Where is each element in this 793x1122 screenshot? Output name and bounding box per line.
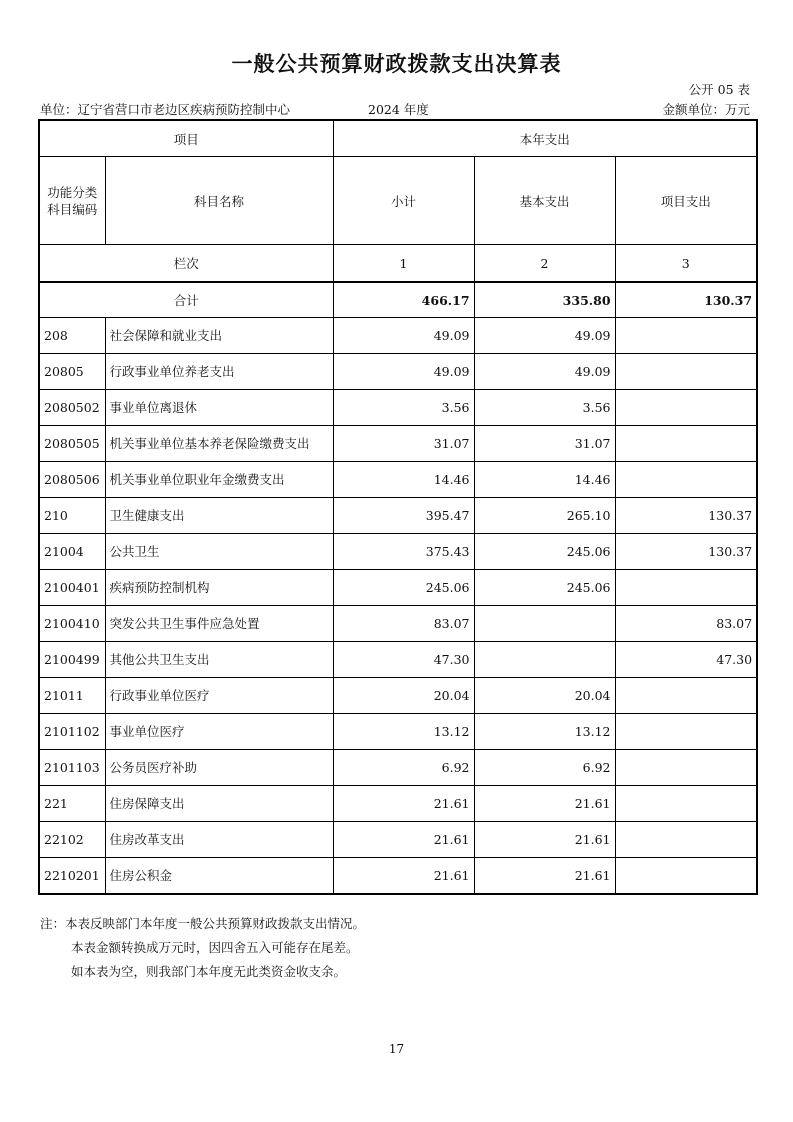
table-number: 公开 05 表 bbox=[688, 82, 750, 97]
row-name: 机关事业单位基本养老保险缴费支出 bbox=[105, 426, 333, 462]
row-code: 2080505 bbox=[39, 426, 105, 462]
note-line: 如本表为空，则我部门本年度无此类资金收支余。 bbox=[71, 964, 347, 979]
table-row bbox=[39, 570, 757, 606]
row-name: 疾病预防控制机构 bbox=[105, 570, 333, 606]
header-project: 项目支出 bbox=[615, 157, 757, 245]
row-project bbox=[615, 786, 757, 822]
row-subtotal: 21.61 bbox=[333, 858, 474, 895]
row-code: 221 bbox=[39, 786, 105, 822]
total-row bbox=[39, 282, 757, 318]
header-subtotal: 小计 bbox=[333, 157, 474, 245]
row-basic: 6.92 bbox=[474, 750, 615, 786]
table-row bbox=[39, 354, 757, 390]
row-subtotal: 83.07 bbox=[333, 606, 474, 642]
total-basic: 335.80 bbox=[474, 282, 615, 318]
row-basic: 21.61 bbox=[474, 822, 615, 858]
row-name: 社会保障和就业支出 bbox=[105, 318, 333, 354]
row-project bbox=[615, 426, 757, 462]
row-name: 机关事业单位职业年金缴费支出 bbox=[105, 462, 333, 498]
row-code: 21011 bbox=[39, 678, 105, 714]
row-project: 83.07 bbox=[615, 606, 757, 642]
row-code: 22102 bbox=[39, 822, 105, 858]
row-subtotal: 14.46 bbox=[333, 462, 474, 498]
row-subtotal: 3.56 bbox=[333, 390, 474, 426]
row-code: 2100401 bbox=[39, 570, 105, 606]
row-subtotal: 31.07 bbox=[333, 426, 474, 462]
row-subtotal: 375.43 bbox=[333, 534, 474, 570]
row-subtotal: 20.04 bbox=[333, 678, 474, 714]
table-row bbox=[39, 534, 757, 570]
meta-line bbox=[40, 100, 750, 118]
page-number: 17 bbox=[388, 1042, 405, 1056]
row-name: 突发公共卫生事件应急处置 bbox=[105, 606, 333, 642]
row-code: 2101103 bbox=[39, 750, 105, 786]
table-row bbox=[39, 390, 757, 426]
row-code: 208 bbox=[39, 318, 105, 354]
row-name: 公共卫生 bbox=[105, 534, 333, 570]
row-project bbox=[615, 750, 757, 786]
row-project bbox=[615, 318, 757, 354]
page-title: 一般公共预算财政拨款支出决算表 bbox=[231, 52, 562, 76]
row-code: 21004 bbox=[39, 534, 105, 570]
row-code: 2080506 bbox=[39, 462, 105, 498]
row-name: 公务员医疗补助 bbox=[105, 750, 333, 786]
row-code: 2210201 bbox=[39, 858, 105, 895]
row-code: 2101102 bbox=[39, 714, 105, 750]
row-basic: 49.09 bbox=[474, 354, 615, 390]
header-func-code: 功能分类科目编码 bbox=[39, 157, 105, 245]
row-code: 210 bbox=[39, 498, 105, 534]
header-subject-name: 科目名称 bbox=[105, 157, 333, 245]
row-basic: 13.12 bbox=[474, 714, 615, 750]
row-project bbox=[615, 714, 757, 750]
table-row bbox=[39, 498, 757, 534]
row-name: 行政事业单位医疗 bbox=[105, 678, 333, 714]
row-basic: 31.07 bbox=[474, 426, 615, 462]
header-item: 项目 bbox=[39, 120, 333, 157]
row-project bbox=[615, 822, 757, 858]
header-row-1 bbox=[39, 120, 757, 157]
row-project bbox=[615, 858, 757, 895]
money-unit-label: 金额单位：万元 bbox=[662, 102, 750, 117]
row-name: 住房公积金 bbox=[105, 858, 333, 895]
row-name: 行政事业单位养老支出 bbox=[105, 354, 333, 390]
row-name: 卫生健康支出 bbox=[105, 498, 333, 534]
expenditure-table bbox=[38, 119, 758, 895]
table-row bbox=[39, 858, 757, 895]
table-row bbox=[39, 714, 757, 750]
table-row bbox=[39, 642, 757, 678]
row-subtotal: 21.61 bbox=[333, 786, 474, 822]
row-basic: 20.04 bbox=[474, 678, 615, 714]
row-name: 事业单位离退休 bbox=[105, 390, 333, 426]
row-subtotal: 6.92 bbox=[333, 750, 474, 786]
row-subtotal: 49.09 bbox=[333, 354, 474, 390]
row-project: 130.37 bbox=[615, 498, 757, 534]
row-basic: 3.56 bbox=[474, 390, 615, 426]
row-subtotal: 47.30 bbox=[333, 642, 474, 678]
header-col-index: 栏次 bbox=[39, 245, 333, 283]
table-row bbox=[39, 426, 757, 462]
row-project bbox=[615, 570, 757, 606]
row-basic: 245.06 bbox=[474, 570, 615, 606]
note-line: 注：本表反映部门本年度一般公共预算财政拨款支出情况。 bbox=[40, 916, 366, 931]
row-project: 47.30 bbox=[615, 642, 757, 678]
header-current-year: 本年支出 bbox=[333, 120, 757, 157]
header-col-2: 2 bbox=[474, 245, 615, 283]
row-code: 2080502 bbox=[39, 390, 105, 426]
row-name: 住房改革支出 bbox=[105, 822, 333, 858]
table-row bbox=[39, 462, 757, 498]
header-row-2 bbox=[39, 157, 757, 245]
total-subtotal: 466.17 bbox=[333, 282, 474, 318]
row-name: 事业单位医疗 bbox=[105, 714, 333, 750]
row-name: 住房保障支出 bbox=[105, 786, 333, 822]
row-basic: 265.10 bbox=[474, 498, 615, 534]
total-label: 合计 bbox=[39, 282, 333, 318]
row-name: 其他公共卫生支出 bbox=[105, 642, 333, 678]
header-col-3: 3 bbox=[615, 245, 757, 283]
row-project bbox=[615, 390, 757, 426]
note-line: 本表金额转换成万元时，因四舍五入可能存在尾差。 bbox=[71, 940, 359, 955]
row-project: 130.37 bbox=[615, 534, 757, 570]
row-project bbox=[615, 462, 757, 498]
table-row bbox=[39, 750, 757, 786]
row-subtotal: 13.12 bbox=[333, 714, 474, 750]
table-row bbox=[39, 606, 757, 642]
row-basic bbox=[474, 606, 615, 642]
row-subtotal: 395.47 bbox=[333, 498, 474, 534]
row-project bbox=[615, 354, 757, 390]
row-code: 2100410 bbox=[39, 606, 105, 642]
table-row bbox=[39, 318, 757, 354]
total-project: 130.37 bbox=[615, 282, 757, 318]
row-basic: 21.61 bbox=[474, 858, 615, 895]
unit-label: 单位：辽宁省营口市老边区疾病预防控制中心 bbox=[40, 102, 291, 117]
header-col-1: 1 bbox=[333, 245, 474, 283]
table-row bbox=[39, 678, 757, 714]
row-subtotal: 21.61 bbox=[333, 822, 474, 858]
table-row bbox=[39, 822, 757, 858]
row-subtotal: 49.09 bbox=[333, 318, 474, 354]
row-subtotal: 245.06 bbox=[333, 570, 474, 606]
header-row-index bbox=[39, 245, 757, 283]
year-label: 2024 年度 bbox=[368, 102, 429, 117]
header-basic: 基本支出 bbox=[474, 157, 615, 245]
row-basic: 49.09 bbox=[474, 318, 615, 354]
row-basic: 21.61 bbox=[474, 786, 615, 822]
row-basic bbox=[474, 642, 615, 678]
row-code: 2100499 bbox=[39, 642, 105, 678]
row-basic: 245.06 bbox=[474, 534, 615, 570]
row-code: 20805 bbox=[39, 354, 105, 390]
table-row bbox=[39, 786, 757, 822]
row-project bbox=[615, 678, 757, 714]
row-basic: 14.46 bbox=[474, 462, 615, 498]
notes bbox=[40, 912, 365, 984]
